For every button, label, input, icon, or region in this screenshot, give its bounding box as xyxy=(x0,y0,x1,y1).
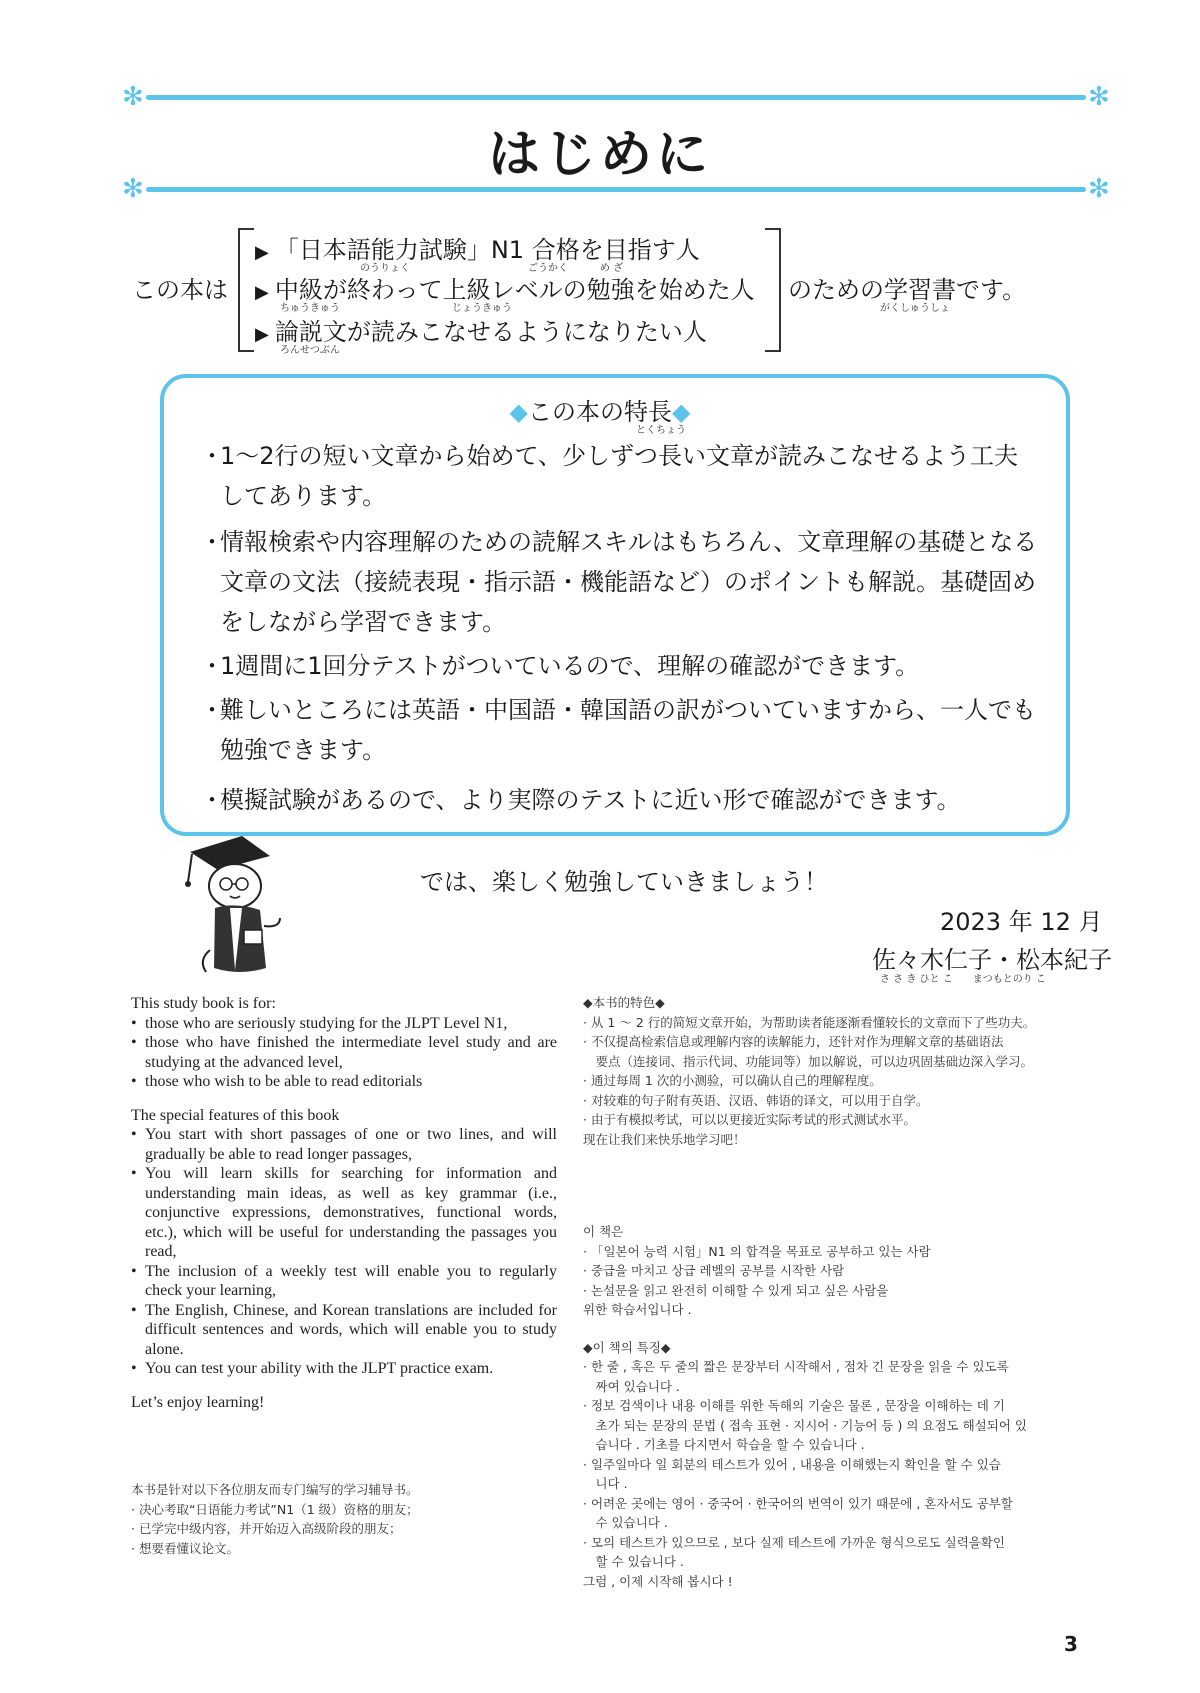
asterisk-icon: ✻ xyxy=(1088,174,1110,204)
feature-item: ・ 1～2行の短い文章から始めて、少しずつ長い文章が読みこなせるよう工夫してあります。 xyxy=(200,442,1019,510)
chinese-features: ◆本书的特色◆ · 从 1 ～ 2 行的简短文章开始，为帮助读者能逐渐看懂较长的文章而下了些功夫。 · 不仅提高检索信息或理解内容的读解能力，还针对作为理解文章的基础语法 要点（连接词、指示代词、功能词等）加以解说，可以边巩固基础边深入学习。 · 通过每周 1 次的小测验，可以确认自己的理解程度。 · 对较难的句子附有英语、汉语、韩语的译文，可以用于自学。 · 由于有模拟考试，可以以更接近实际考试的形式测试水平。 现在让我们来快乐地学习吧！ xyxy=(583,995,1036,1147)
feature-item: ・ 難しいところには英語・中国語・韓国語の訳がついていますから、一人でも勉強できます。 xyxy=(200,696,1036,764)
authors: 佐々木仁子・松本紀子 xyxy=(872,946,1112,974)
list-item: • You start with short passages of one or two lines, and will gradually be able to read longer passages, xyxy=(131,1125,557,1164)
ruby-text: がくしゅうしょ xyxy=(880,303,950,314)
bottom-rule xyxy=(146,187,1086,192)
triangle-icon: ▶ xyxy=(255,282,269,303)
ruby-text: め ざ xyxy=(600,263,624,274)
english-target-list xyxy=(131,1014,557,1092)
ruby-text: さ さ き ひと こ まつもとのり こ xyxy=(880,974,1046,985)
asterisk-icon: ✻ xyxy=(1088,82,1110,112)
top-rule xyxy=(146,95,1086,100)
list-item: • You will learn skills for searching for information and understanding main ideas, as well as key grammar (i.e., conjunctive expressions, demonstratives, functional words, etc.), which will be useful for understanding the passages you read, xyxy=(131,1164,557,1262)
feature-item: ・ 模擬試験があるので、より実際のテストに近い形で確認ができます。 xyxy=(200,786,961,814)
target-item: ▶ 論説文が読みこなせるようになりたい人 xyxy=(255,318,707,346)
feature-item: ・ 情報検索や内容理解のための読解スキルはもちろん、文章理解の基礎となる文章の文法（接続表現・指示語・機能語など）のポイントも解説。基礎固めをしながら学習できます。 xyxy=(200,528,1038,636)
diamond-icon: ◆ xyxy=(672,398,691,426)
triangle-icon: ▶ xyxy=(255,324,269,345)
diamond-icon: ◆ xyxy=(509,398,528,426)
features-heading: ◆この本の特長◆ xyxy=(509,398,691,426)
triangle-icon: ▶ xyxy=(255,242,269,263)
list-item: • You can test your ability with the JLPT practice exam. xyxy=(131,1359,557,1379)
ruby-text: ちゅうきゅう xyxy=(280,303,340,314)
ruby-text: ろんせつぶん xyxy=(280,345,340,356)
page-title: はじめに xyxy=(487,125,712,185)
page-number: 3 xyxy=(1064,1632,1078,1656)
list-item: • those who wish to be able to read editorials xyxy=(131,1072,557,1092)
date: 2023 年 12 月 xyxy=(940,908,1103,936)
english-features-heading: The special features of this book xyxy=(131,1106,340,1124)
target-item: ▶ 「日本語能力試験」N1 合格を目指す人 xyxy=(255,236,700,264)
feature-item: ・ 1週間に1回分テストがついているので、理解の確認ができます。 xyxy=(200,652,920,680)
english-feature-list xyxy=(131,1125,557,1379)
asterisk-icon: ✻ xyxy=(122,174,144,204)
closing-line: では、楽しく勉強していきましょう！ xyxy=(420,868,828,896)
list-item: • those who have finished the intermediate level study and are studying at the advanced level, xyxy=(131,1033,557,1072)
english-closing: Let’s enjoy learning! xyxy=(131,1393,265,1411)
korean-translation: 이 책은 · 「일본어 능력 시험」N1 의 합격을 목표로 공부하고 있는 사람 · 중급을 마치고 상급 레벨의 공부를 시작한 사람 · 논설문을 읽고 완전히 이해할 수 있게 되고 싶은 사람을 위한 학습서입니다 . ◆이 책의 특징◆ · 한 줄 , 혹은 두 줄의 짧은 문장부터 시작해서 , 점차 긴 문장을 읽을 수 있도록 짜여 있습니다 . · 정보 검색이나 내용 이해를 위한 독해의 기술은 물론 , 문장을 이해하는 데 기 초가 되는 문장의 문법 ( 접속 표현 · 지시어 · 기능어 등 ) 의 요점도 해설되어 있 습니다 . 기초를 다지면서 학습을 할 수 있습니다 . · 일주일마다 일 회분의 테스트가 있어 , 내용을 이해했는지 확인을 할 수 있습 니다 . · 어려운 곳에는 영어 · 중국어 · 한국어의 번역이 있기 때문에 , 혼자서도 공부할 수 있습니다 . · 모의 테스트가 있으므로 , 보다 실제 테스트에 가까운 형식으로도 실력을확인 할 수 있습니다 . 그럼 , 이제 시작해 봅시다 ! xyxy=(583,1224,1027,1589)
asterisk-icon: ✻ xyxy=(122,82,144,112)
english-translation xyxy=(131,994,557,1412)
ruby-text: ごうかく xyxy=(528,263,568,274)
list-item: • The English, Chinese, and Korean translations are included for difficult sentences and words, which will enable you to study alone. xyxy=(131,1301,557,1360)
cat-mascot-illustration xyxy=(180,830,300,980)
target-tail: のための学習書です。 xyxy=(788,276,1027,304)
ruby-text: とくちょう xyxy=(636,425,686,436)
ruby-text: のうりょく xyxy=(360,263,410,274)
chinese-intro: 本书是针对以下各位朋友而专门编写的学习辅导书。 · 决心考取“日语能力考试”N1（1 级）资格的朋友； · 已学完中级内容，并开始迈入高级阶段的朋友； · 想要看懂议论文。 xyxy=(131,1482,419,1556)
bracket-right xyxy=(765,228,781,352)
list-item: • those who are seriously studying for the JLPT Level N1, xyxy=(131,1014,557,1034)
bracket-left xyxy=(238,228,254,352)
ruby-text: じょうきゅう xyxy=(452,303,512,314)
english-intro: This study book is for: xyxy=(131,995,276,1012)
list-item: • The inclusion of a weekly test will enable you to regularly check your learning, xyxy=(131,1262,557,1301)
target-lead: この本は xyxy=(132,276,228,304)
target-item: ▶ 中級が終わって上級レベルの勉強を始めた人 xyxy=(255,276,755,304)
